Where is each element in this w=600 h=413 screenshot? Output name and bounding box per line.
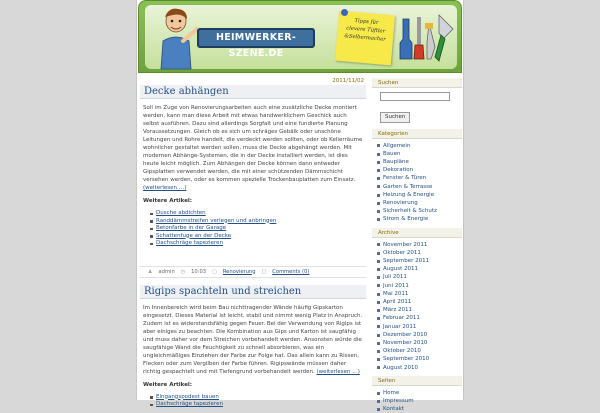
site-logo[interactable]: HEIMWERKER-SZENE.DE: [197, 28, 315, 48]
archive-link[interactable]: Februar 2011: [383, 314, 462, 322]
archive-link[interactable]: März 2011: [383, 306, 462, 314]
post-excerpt: [140, 99, 366, 192]
sticky-line: Tipps für: [354, 18, 379, 27]
post-time: 10:03: [191, 268, 207, 275]
post-excerpt-text: Soll im Zuge von Renovierungsarbeiten auch eine zusätzliche Decke montiert werden, kann man diese Arbeit mit etwas handwerklichem Geschick auch selbst ausführen. Dazu sind allerdings Sorgfalt und eine fundierte Planung Voraussetzungen. Gleich ob es sich um schräges Gebälk oder unschöne Leitungen und Rohre handelt, die verdeckt werden sollten, oder ob Kellerräume wohnlicher gestaltet werden sollen, muss die Decke abgehängt werden. Mit modernen Abhänge-Systemen, die in der Decke installiert werden, ist dies heute leicht möglich. Zum Abhängen der Decke können dann entweder Gipsplatten verwendet werden, die mit einer schützenden Dämmschicht versehen werden, oder es kommen spezielle Trockenbauplatten zum Einsatz.: [143, 105, 363, 183]
related-link[interactable]: Dachschräge tapezieren: [156, 401, 366, 409]
read-more-link[interactable]: (weiterlesen …): [316, 368, 360, 375]
related-link[interactable]: Dachschräge tapezieren: [156, 240, 366, 248]
post-excerpt-text: Im Innenbereich wird beim Bau nichttragender Wände häufig Gipskarton eingesetzt. Dieses Material ist leicht, stabil und nimmt wenig Platz in Anspruch. Zudem ist es widerstandsfähig gegen Feuer. Bei der Verwendung von Rigips ist aber einiges zu beachten. Die Kombination aus Gips und Karton ist saugfähig und muss daher vor dem Streichen vorbehandelt werden. Ansonsten würde die saugfähige Wand die Feuchtigkeit zu schnell absorbieren, was ein ungleichmäßiges Einziehen der Farbe zur Folge hat. Das allein kann zu Rissen, Flecken oder zum Vergilben der Farbe führen. Rigipswände müssen daher richtig gespachtelt und mit Tiefengrund vorbehandelt werden.: [143, 304, 363, 375]
post-comments-link[interactable]: Comments (0): [272, 268, 310, 275]
archive-link[interactable]: Dezember 2010: [383, 331, 462, 339]
category-link[interactable]: Garten & Terrasse: [383, 183, 462, 191]
pages-widget-title: Seiten: [372, 376, 462, 386]
related-heading: Weitere Artikel:: [143, 198, 193, 204]
main-content: [140, 78, 366, 407]
archive-link[interactable]: Oktober 2011: [383, 249, 462, 257]
category-link[interactable]: Renovierung: [383, 199, 462, 207]
category-link[interactable]: Heizung & Energie: [383, 191, 462, 199]
post: [140, 78, 366, 278]
archive-link[interactable]: November 2010: [383, 339, 462, 347]
page-link[interactable]: Impressum: [383, 397, 462, 405]
post-meta: [140, 266, 366, 278]
page-link[interactable]: Kontakt: [383, 405, 462, 413]
post-excerpt: [140, 299, 366, 376]
post-date: 2011/11/02: [332, 78, 364, 84]
post-category-link[interactable]: Renovierung: [222, 268, 256, 275]
archive-list: [372, 241, 462, 372]
tools-icon: [399, 13, 455, 65]
archive-link[interactable]: Mai 2011: [383, 290, 462, 298]
post: [140, 285, 366, 409]
category-link[interactable]: Baupläne: [383, 158, 462, 166]
archive-link[interactable]: Oktober 2010: [383, 347, 462, 355]
archive-link[interactable]: September 2010: [383, 355, 462, 363]
sticky-line: &Selbermacher: [344, 33, 386, 43]
category-link[interactable]: Strom & Energie: [383, 215, 462, 223]
related-link[interactable]: Dusche abdichten: [156, 210, 366, 218]
archive-widget-title: Archive: [372, 228, 462, 238]
search-button[interactable]: Suchen: [380, 112, 410, 123]
sticky-note: [335, 11, 395, 66]
archive-link[interactable]: August 2010: [383, 364, 462, 372]
archive-link[interactable]: Januar 2011: [383, 323, 462, 331]
categories-list: [372, 142, 462, 224]
related-link[interactable]: Randdämmstreifen verlegen und anbringen: [156, 218, 366, 226]
archive-link[interactable]: August 2011: [383, 265, 462, 273]
categories-widget-title: Kategorien: [372, 129, 462, 139]
sticky-line: clevere Tüftler: [346, 25, 386, 35]
sidebar: [372, 78, 462, 413]
category-link[interactable]: Allgemein: [383, 142, 462, 150]
archive-link[interactable]: April 2011: [383, 298, 462, 306]
archive-link[interactable]: September 2011: [383, 257, 462, 265]
site-header: [138, 0, 462, 73]
category-link[interactable]: Fenster & Türen: [383, 174, 462, 182]
related-heading: Weitere Artikel:: [143, 381, 193, 388]
post-author: admin: [158, 268, 175, 275]
pages-list: [372, 389, 462, 413]
pin-icon: [341, 9, 348, 16]
archive-link[interactable]: Juni 2011: [383, 282, 462, 290]
related-link[interactable]: Betonfarbe in der Garage: [156, 225, 366, 233]
archive-link[interactable]: Juli 2011: [383, 273, 462, 281]
folder-icon: ▢: [212, 268, 217, 275]
read-more-link[interactable]: (weiterlesen …): [143, 185, 187, 191]
handyman-mascot-icon: [153, 7, 199, 69]
archive-link[interactable]: November 2011: [383, 241, 462, 249]
related-list: [140, 210, 366, 248]
post-title-link[interactable]: Rigips spachteln und streichen: [140, 285, 366, 299]
page-link[interactable]: Home: [383, 389, 462, 397]
category-link[interactable]: Dekoration: [383, 166, 462, 174]
post-title-link[interactable]: Decke abhängen: [140, 85, 366, 99]
related-list: [140, 394, 366, 409]
author-icon: ♟: [148, 268, 153, 275]
comment-icon: □: [261, 268, 267, 275]
category-link[interactable]: Sicherheit & Schutz: [383, 207, 462, 215]
search-input[interactable]: [380, 92, 450, 101]
related-link[interactable]: Eingangspodest bauen: [156, 394, 366, 402]
clock-icon: ◷: [180, 268, 186, 275]
related-link[interactable]: Schattenfuge an der Decke: [156, 233, 366, 241]
category-link[interactable]: Bauen: [383, 150, 462, 158]
search-widget-title: Suchen: [372, 78, 462, 88]
